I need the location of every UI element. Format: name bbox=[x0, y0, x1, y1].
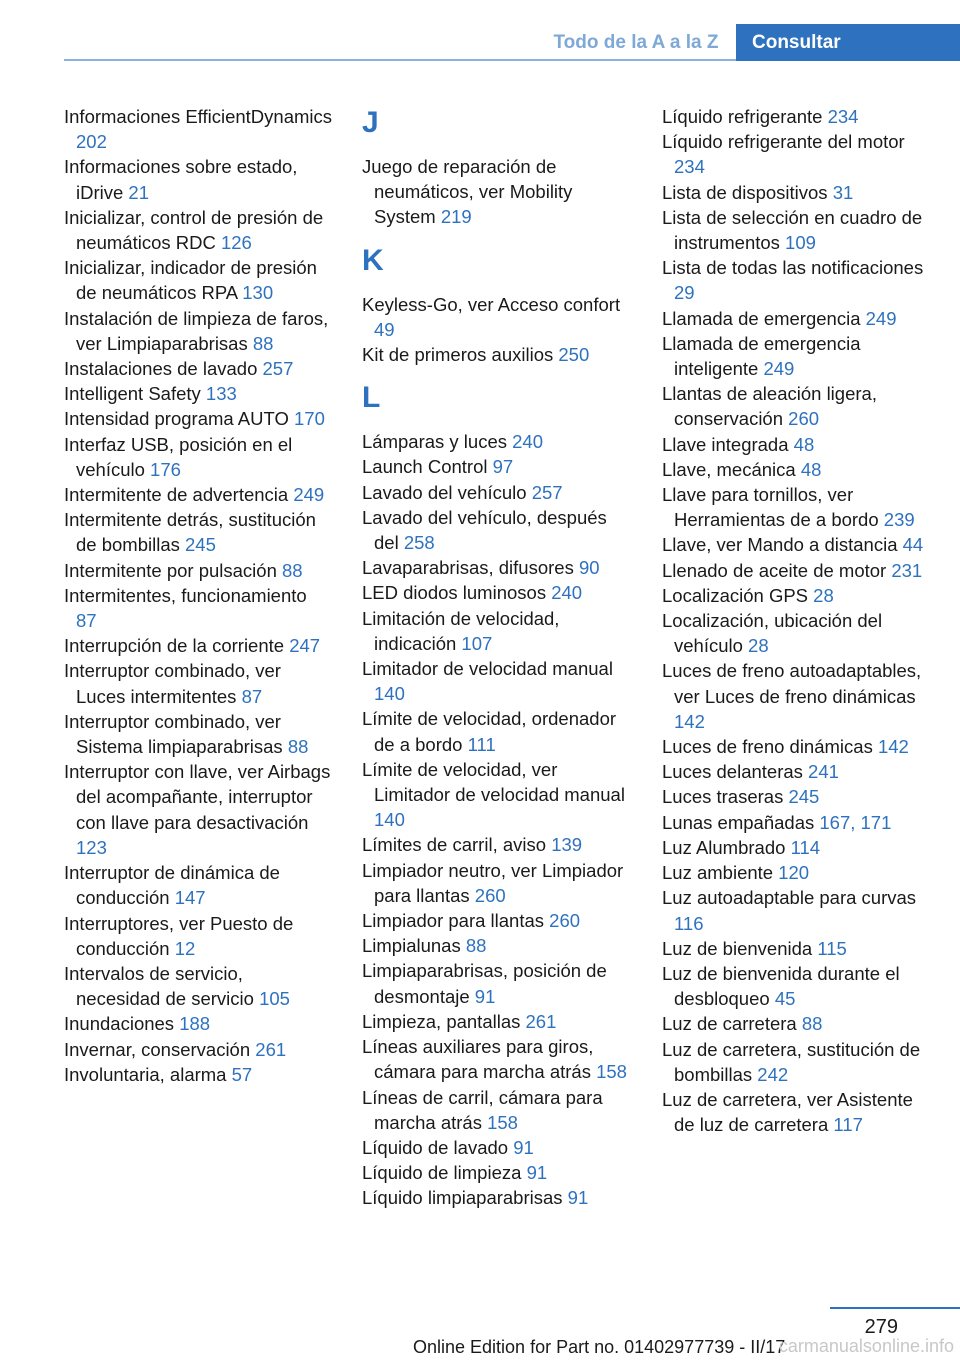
entry-term: Interfaz USB, posición en el vehículo bbox=[64, 433, 293, 480]
index-entry bbox=[64, 558, 332, 583]
entry-term: Localización GPS bbox=[662, 584, 809, 606]
index-entry bbox=[64, 759, 332, 860]
index-entry bbox=[662, 1087, 930, 1137]
page-reference-link[interactable]: 249 bbox=[763, 358, 795, 380]
entry-term: Luz ambiente bbox=[662, 862, 774, 884]
footer-rule bbox=[830, 1307, 960, 1309]
index-entry bbox=[362, 958, 630, 1008]
index-entry bbox=[362, 1009, 630, 1034]
edition-note: Online Edition for Part no. 01402977739 - II/17 bbox=[413, 1337, 786, 1357]
page-reference-link[interactable]: 260 bbox=[549, 910, 581, 932]
entry-term: Involuntaria, alarma bbox=[64, 1063, 227, 1085]
index-entry bbox=[662, 331, 930, 381]
index-entry bbox=[662, 558, 930, 583]
page-reference-link[interactable]: 107 bbox=[461, 632, 493, 654]
page-reference-link[interactable]: 45 bbox=[774, 988, 796, 1010]
index-entry bbox=[64, 961, 332, 1011]
entry-term: Interruptores, ver Puesto de conducción bbox=[64, 912, 294, 959]
page-reference-link[interactable]: 240 bbox=[512, 431, 543, 453]
page-reference-link[interactable]: 90 bbox=[578, 557, 600, 579]
index-entry bbox=[662, 810, 930, 835]
entry-term: Instalación de limpieza de faros, ver Limpiaparabrisas bbox=[64, 307, 329, 354]
page-reference-link[interactable]: 130 bbox=[242, 282, 274, 304]
page-reference-link[interactable]: 158 bbox=[596, 1061, 627, 1083]
index-entry bbox=[64, 482, 332, 507]
page-reference-link[interactable]: 241 bbox=[808, 761, 839, 783]
entry-term: Keyless-Go, ver Acceso confort bbox=[362, 293, 621, 315]
page-reference-link[interactable]: 115 bbox=[817, 937, 847, 959]
entry-term: Líquido de lavado bbox=[362, 1136, 509, 1158]
page-reference-link[interactable]: 88 bbox=[801, 1013, 823, 1035]
page-reference-link[interactable]: 87 bbox=[76, 610, 97, 632]
entry-term: Intermitente detrás, sustitución de bombillas bbox=[64, 509, 316, 556]
page-reference-link[interactable]: 231 bbox=[891, 559, 923, 581]
page-reference-link[interactable]: 170 bbox=[294, 408, 325, 430]
entry-term: Luz de bienvenida durante el desbloqueo bbox=[662, 962, 900, 1010]
index-column-2 bbox=[362, 104, 630, 1211]
page-reference-link[interactable]: 117 bbox=[833, 1114, 863, 1136]
entry-term: Luz de carretera, ver Asistente de luz de carretera bbox=[662, 1088, 913, 1136]
index-entry bbox=[362, 555, 630, 580]
entry-term: Intermitente por pulsación bbox=[64, 559, 277, 581]
index-entry bbox=[662, 860, 930, 885]
page-reference-link[interactable]: 111 bbox=[467, 733, 496, 755]
index-entry bbox=[362, 908, 630, 933]
entry-term: Invernar, conservación bbox=[64, 1038, 251, 1060]
index-entry bbox=[362, 1135, 630, 1160]
page-reference-link[interactable]: 140 bbox=[374, 683, 405, 705]
index-entry bbox=[64, 205, 332, 255]
page-reference-link[interactable]: 87 bbox=[241, 685, 263, 707]
index-entry bbox=[662, 1037, 930, 1087]
index-entry bbox=[662, 457, 930, 482]
entry-term: Lavaparabrisas, difusores bbox=[362, 557, 574, 579]
index-entry bbox=[64, 860, 332, 910]
page-reference-link[interactable]: 88 bbox=[282, 559, 303, 581]
chapter-tab[interactable]: Consultar bbox=[736, 24, 960, 61]
index-column-1 bbox=[64, 104, 332, 1087]
index-entry bbox=[64, 432, 332, 482]
entry-term: Inicializar, indicador de presión de neumáticos RPA bbox=[64, 257, 317, 304]
index-entry bbox=[362, 706, 630, 756]
index-entry bbox=[362, 429, 630, 454]
index-entry bbox=[662, 835, 930, 860]
page-reference-link[interactable]: 202 bbox=[76, 131, 107, 153]
index-entry bbox=[662, 432, 930, 457]
entry-term: Lista de selección en cuadro de instrumentos bbox=[662, 206, 923, 254]
page-reference-link[interactable]: 257 bbox=[531, 481, 563, 503]
entry-term: Lámparas y luces bbox=[362, 431, 507, 453]
entry-term: Kit de primeros auxilios bbox=[362, 344, 554, 366]
entry-term: Luces de freno dinámicas bbox=[662, 736, 873, 758]
page-reference-link[interactable]: 48 bbox=[793, 433, 815, 455]
index-entry bbox=[662, 255, 930, 305]
index-entry bbox=[662, 734, 930, 759]
entry-term: Luces traseras bbox=[662, 786, 784, 808]
page-reference-link[interactable]: 91 bbox=[513, 1136, 534, 1158]
section-title: Todo de la A a la Z bbox=[553, 32, 719, 53]
index-entry bbox=[662, 608, 930, 658]
index-entry bbox=[362, 1160, 630, 1185]
index-entry bbox=[64, 104, 332, 154]
entry-term: Llamada de emergencia inteligente bbox=[662, 332, 861, 380]
letter-group bbox=[362, 104, 630, 230]
entry-term: Intermitentes, funcionamiento bbox=[64, 584, 307, 606]
entry-term: Inundaciones bbox=[64, 1013, 175, 1035]
page-reference-link[interactable]: 147 bbox=[174, 887, 206, 909]
page-reference-link[interactable]: 140 bbox=[374, 809, 405, 831]
index-entry bbox=[64, 356, 332, 381]
entry-term: Llave integrada bbox=[662, 433, 789, 455]
page-reference-link[interactable]: 28 bbox=[748, 635, 769, 657]
entry-term: Luz autoadaptable para curvas bbox=[662, 887, 917, 909]
page-reference-link[interactable]: 97 bbox=[492, 456, 514, 478]
letter-group bbox=[362, 242, 630, 368]
index-entry bbox=[362, 1185, 630, 1210]
page-reference-link[interactable]: 91 bbox=[567, 1187, 589, 1209]
page-reference-link[interactable]: 105 bbox=[259, 988, 290, 1010]
page-reference-link[interactable]: 88 bbox=[465, 935, 487, 957]
index-entry bbox=[662, 658, 930, 734]
entry-term: Limitador de velocidad manual bbox=[362, 658, 613, 680]
index-entry bbox=[362, 757, 630, 833]
entry-term: Intelligent Safety bbox=[64, 383, 201, 405]
page-reference-link[interactable]: 260 bbox=[788, 408, 820, 430]
index-entry bbox=[662, 759, 930, 784]
page-reference-link[interactable]: 242 bbox=[757, 1063, 789, 1085]
entry-term: Lista de dispositivos bbox=[662, 181, 828, 203]
index-entry bbox=[662, 784, 930, 809]
entry-term: Intensidad programa AUTO bbox=[64, 408, 289, 430]
index-entry bbox=[64, 633, 332, 658]
index-entry bbox=[362, 606, 630, 656]
entry-term: Localización, ubicación del vehículo bbox=[662, 610, 883, 657]
page-reference-link[interactable]: 249 bbox=[293, 484, 325, 506]
entry-term: Luces de freno autoadaptables, ver Luces de freno dinámicas bbox=[662, 660, 922, 707]
index-entry bbox=[64, 583, 332, 633]
index-entry bbox=[362, 1085, 630, 1135]
index-entry bbox=[362, 454, 630, 479]
index-entry bbox=[64, 381, 332, 406]
page-reference-link[interactable]: 114 bbox=[790, 836, 821, 858]
entry-term: Limpiador neutro, ver Limpiador para llantas bbox=[362, 859, 624, 906]
page-reference-link[interactable]: 29 bbox=[674, 282, 695, 304]
index-entry bbox=[362, 342, 630, 367]
index-entry bbox=[662, 180, 930, 205]
index-entry bbox=[662, 205, 930, 255]
section-letter: J bbox=[362, 106, 379, 139]
entry-term: Limpialunas bbox=[362, 935, 461, 957]
page-reference-link[interactable]: 49 bbox=[374, 318, 395, 340]
entry-term: Llenado de aceite de motor bbox=[662, 559, 887, 581]
entry-term: Llantas de aleación ligera, conservación bbox=[662, 383, 877, 430]
index-entry bbox=[362, 656, 630, 706]
index-entry bbox=[662, 1011, 930, 1036]
entry-term: Lista de todas las notificaciones bbox=[662, 257, 924, 279]
entry-term: Líquido de limpieza bbox=[362, 1162, 522, 1184]
entry-term: Llave para tornillos, ver Herramientas de a bordo bbox=[662, 484, 879, 531]
index-entry bbox=[362, 154, 630, 230]
entry-term: Juego de reparación de neumáticos, ver Mobility System bbox=[362, 156, 573, 228]
page-reference-link[interactable]: 249 bbox=[865, 307, 897, 329]
index-entry bbox=[362, 858, 630, 908]
entry-term: Lunas empañadas bbox=[662, 811, 815, 833]
page-reference-link[interactable]: 21 bbox=[128, 181, 149, 203]
page-number: 279 bbox=[864, 1316, 898, 1338]
page-reference-link[interactable]: 88 bbox=[287, 736, 309, 758]
page-reference-link[interactable]: 250 bbox=[558, 344, 590, 366]
page-reference-link[interactable]: 176 bbox=[150, 458, 181, 480]
index-entry bbox=[362, 505, 630, 555]
entry-term: Llamada de emergencia bbox=[662, 307, 861, 329]
page-reference-link[interactable]: 48 bbox=[800, 458, 822, 480]
page-reference-link[interactable]: 245 bbox=[788, 786, 820, 808]
entry-term: Informaciones EfficientDynamics bbox=[64, 106, 333, 127]
entry-term: Interruptor de dinámica de conducción bbox=[64, 862, 280, 909]
index-entry bbox=[362, 933, 630, 958]
index-entry bbox=[362, 480, 630, 505]
entry-term: Limpiaparabrisas, posición de desmontaje bbox=[362, 960, 607, 1007]
page-reference-link[interactable]: 57 bbox=[231, 1063, 253, 1085]
entry-term: Luz de carretera bbox=[662, 1013, 797, 1035]
index-entry bbox=[64, 1062, 332, 1087]
watermark: carmanualsonline.info bbox=[778, 1336, 954, 1356]
entry-term: Luz de carretera, sustitución de bombillas bbox=[662, 1038, 921, 1085]
index-entry bbox=[362, 1034, 630, 1084]
index-entry bbox=[64, 1011, 332, 1036]
page-reference-link[interactable]: 247 bbox=[289, 635, 321, 657]
page-reference-link[interactable]: 133 bbox=[205, 383, 237, 405]
page-reference-link[interactable]: 31 bbox=[832, 181, 854, 203]
page-reference-link[interactable]: 258 bbox=[403, 532, 435, 554]
page-reference-link[interactable]: 123 bbox=[76, 836, 107, 858]
page-reference-link[interactable]: 257 bbox=[262, 358, 294, 380]
page-reference-link[interactable]: 91 bbox=[526, 1162, 548, 1184]
page-reference-link[interactable]: 234 bbox=[827, 106, 859, 127]
index-entry bbox=[362, 292, 630, 342]
page-reference-link[interactable]: 126 bbox=[220, 232, 252, 254]
entry-term: Interruptor combinado, ver Luces intermitentes bbox=[64, 660, 281, 707]
page-reference-link[interactable]: 142 bbox=[877, 736, 909, 758]
entry-term: Límite de velocidad, ordenador de a bordo bbox=[362, 708, 617, 755]
entry-term: Límite de velocidad, ver Limitador de velocidad manual bbox=[362, 758, 625, 806]
index-entry bbox=[662, 129, 930, 179]
entry-term: Luz de bienvenida bbox=[662, 937, 813, 959]
index-entry bbox=[64, 709, 332, 759]
index-entry bbox=[64, 406, 332, 431]
page-reference-link[interactable]: 88 bbox=[252, 332, 274, 354]
index-entry bbox=[662, 936, 930, 961]
index-entry bbox=[64, 911, 332, 961]
entry-term: Launch Control bbox=[362, 456, 488, 478]
page-reference-link[interactable]: 219 bbox=[440, 206, 472, 228]
page-reference-link[interactable]: 139 bbox=[551, 834, 583, 856]
entry-term: Luz Alumbrado bbox=[662, 836, 786, 858]
index-entry bbox=[662, 961, 930, 1011]
index-entry bbox=[362, 832, 630, 857]
index-entry bbox=[362, 580, 630, 605]
page-reference-link[interactable]: 240 bbox=[551, 582, 583, 604]
page-reference-link[interactable]: 188 bbox=[179, 1013, 211, 1035]
index-entry bbox=[662, 532, 930, 557]
entry-term: LED diodos luminosos bbox=[362, 582, 547, 604]
section-letter: K bbox=[362, 243, 384, 277]
entry-term: Instalaciones de lavado bbox=[64, 358, 258, 380]
page-reference-link[interactable]: 234 bbox=[674, 156, 705, 178]
page-reference-link[interactable]: 245 bbox=[185, 534, 216, 556]
entry-term: Líneas auxiliares para giros, cámara para marcha atrás bbox=[362, 1036, 594, 1083]
entry-term: Inicializar, control de presión de neumáticos RDC bbox=[64, 206, 324, 254]
section-letter: L bbox=[362, 381, 381, 415]
entry-term: Limpieza, pantallas bbox=[362, 1010, 521, 1032]
index-entry bbox=[64, 306, 332, 356]
entry-term: Lavado del vehículo, después del bbox=[362, 506, 607, 554]
page-reference-link[interactable]: 261 bbox=[525, 1010, 557, 1032]
index-entry bbox=[64, 255, 332, 305]
letter-group bbox=[362, 379, 630, 1210]
index-entry bbox=[64, 658, 332, 708]
page-reference-link[interactable]: 261 bbox=[255, 1038, 287, 1060]
index-entry bbox=[662, 306, 930, 331]
entry-term: Interruptor con llave, ver Airbags del acompañante, interruptor con llave para desactivación bbox=[64, 761, 331, 833]
page-reference-link[interactable]: 260 bbox=[474, 884, 506, 906]
entry-term: Líquido refrigerante del motor bbox=[662, 131, 905, 153]
entry-term: Lavado del vehículo bbox=[362, 481, 527, 503]
entry-term: Límites de carril, aviso bbox=[362, 834, 547, 856]
index-entry bbox=[662, 482, 930, 532]
index-entry bbox=[64, 1037, 332, 1062]
page-reference-link[interactable]: 12 bbox=[174, 937, 196, 959]
page-reference-link[interactable]: 158 bbox=[487, 1111, 518, 1133]
page-reference-link[interactable]: 142 bbox=[674, 710, 705, 732]
index-entry bbox=[64, 507, 332, 557]
entry-term: Intervalos de servicio, necesidad de servicio bbox=[64, 962, 254, 1010]
entry-term: Líneas de carril, cámara para marcha atrás bbox=[362, 1086, 603, 1133]
page-reference-link[interactable]: 167, 171 bbox=[819, 811, 892, 833]
entry-term: Intermitente de advertencia bbox=[64, 484, 289, 506]
index-entry bbox=[662, 583, 930, 608]
page-reference-link[interactable]: 91 bbox=[474, 985, 496, 1007]
entry-term: Líquido refrigerante bbox=[662, 106, 823, 127]
entry-term: Llave, ver Mando a distancia bbox=[662, 534, 898, 556]
index-column-3 bbox=[662, 104, 930, 1137]
entry-term: Líquido limpiaparabrisas bbox=[362, 1187, 563, 1209]
entry-term: Informaciones sobre estado, iDrive bbox=[64, 156, 298, 203]
entry-term: Luces delanteras bbox=[662, 761, 803, 783]
page-reference-link[interactable]: 120 bbox=[778, 862, 810, 884]
index-entry bbox=[64, 154, 332, 204]
index-entry bbox=[662, 381, 930, 431]
entry-term: Limpiador para llantas bbox=[362, 910, 545, 932]
page-reference-link[interactable]: 109 bbox=[785, 232, 816, 254]
page-reference-link[interactable]: 44 bbox=[902, 534, 924, 556]
entry-term: Limitación de velocidad, indicación bbox=[362, 607, 560, 654]
entry-term: Interrupción de la corriente bbox=[64, 635, 285, 657]
index-entry bbox=[662, 104, 930, 129]
entry-term: Llave, mecánica bbox=[662, 458, 796, 480]
page-reference-link[interactable]: 239 bbox=[883, 509, 915, 531]
index-entry bbox=[662, 885, 930, 935]
entry-term: Interruptor combinado, ver Sistema limpiaparabrisas bbox=[64, 710, 283, 758]
page-reference-link[interactable]: 116 bbox=[674, 912, 704, 934]
page-reference-link[interactable]: 28 bbox=[813, 584, 834, 606]
